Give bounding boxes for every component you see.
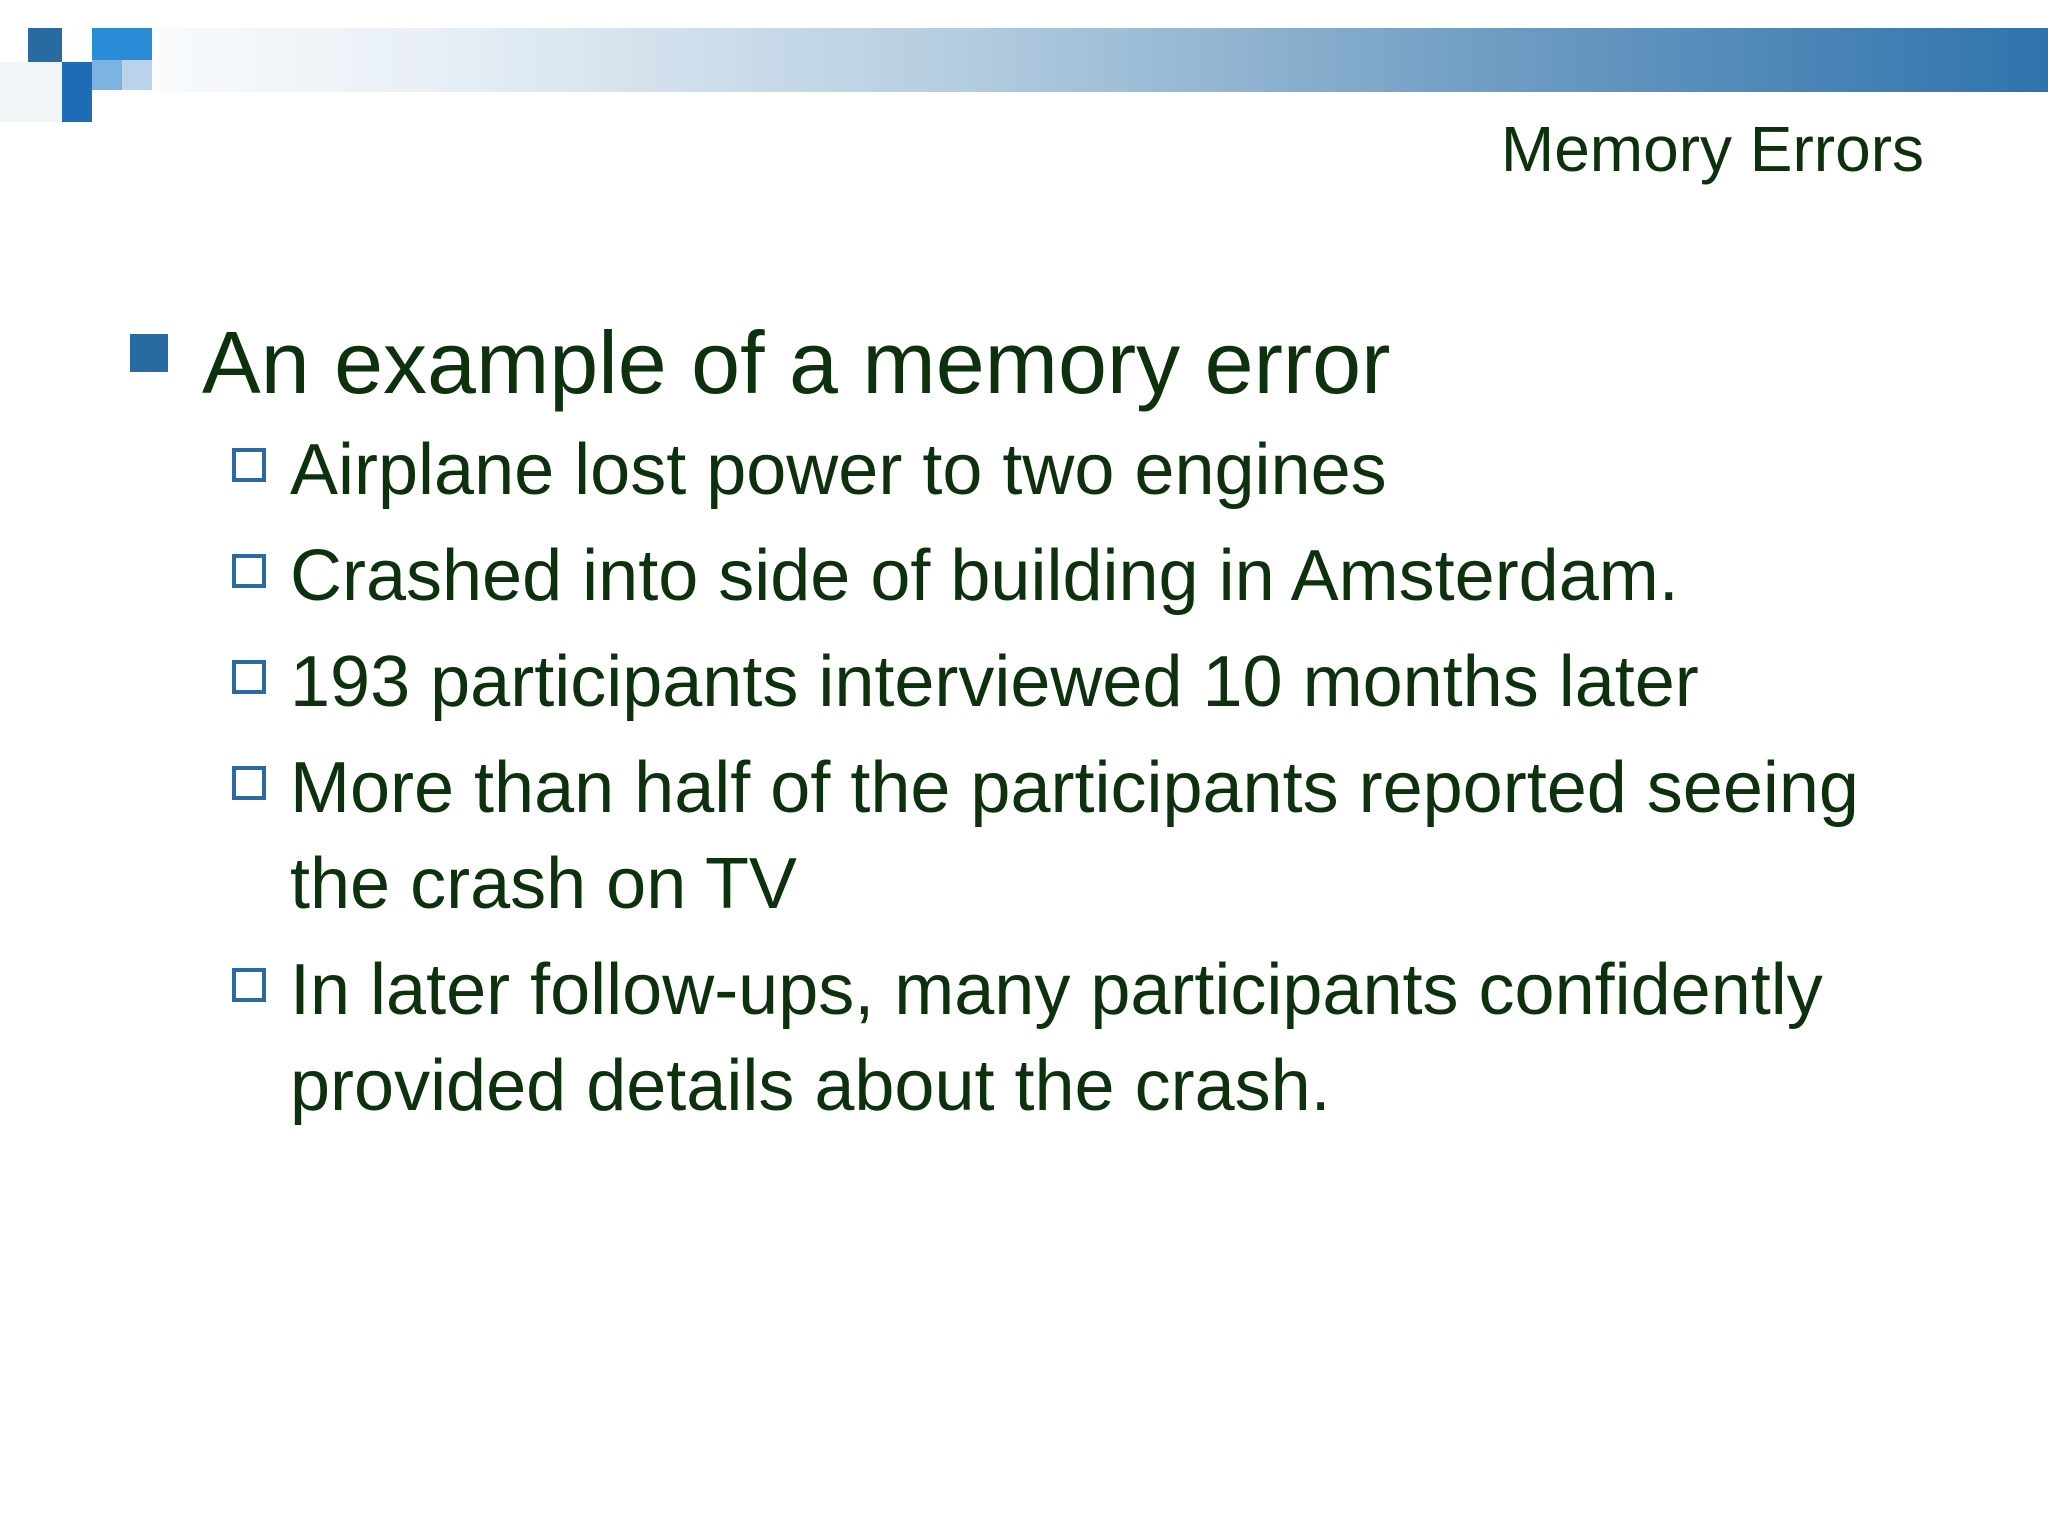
sub-bullet-item <box>126 422 1926 518</box>
bullet-item <box>126 308 1926 418</box>
decorative-square <box>92 0 154 28</box>
hollow-square-bullet-icon <box>232 968 266 1002</box>
hollow-square-bullet-icon <box>232 554 266 588</box>
sub-bullet-text: Airplane lost power to two engines <box>290 430 1387 510</box>
decorative-square <box>62 0 92 30</box>
bullet-text: An example of a memory error <box>202 313 1391 412</box>
decorative-square <box>0 62 62 122</box>
square-bullet-icon <box>130 334 168 372</box>
hollow-square-bullet-icon <box>232 766 266 800</box>
sub-bullet-item <box>126 528 1926 624</box>
decorative-square <box>62 62 92 122</box>
sub-bullet-item <box>126 740 1926 932</box>
sub-bullet-item <box>126 634 1926 730</box>
sub-bullet-text: 193 participants interviewed 10 months later <box>290 642 1699 722</box>
hollow-square-bullet-icon <box>232 448 266 482</box>
decorative-square <box>92 28 152 60</box>
slide-title: Memory Errors <box>1500 113 1924 185</box>
header-gradient-banner <box>60 28 2048 92</box>
decorative-square <box>92 60 122 90</box>
slide-body <box>126 308 1926 1134</box>
sub-bullet-text: Crashed into side of building in Amsterdam. <box>290 536 1679 616</box>
hollow-square-bullet-icon <box>232 660 266 694</box>
sub-bullet-item <box>126 942 1926 1134</box>
sub-bullet-text: More than half of the participants reported seeing the crash on TV <box>290 748 1859 924</box>
sub-bullet-text: In later follow-ups, many participants confidently provided details about the crash. <box>290 950 1823 1126</box>
decorative-square <box>28 28 62 62</box>
decorative-square <box>122 60 152 90</box>
